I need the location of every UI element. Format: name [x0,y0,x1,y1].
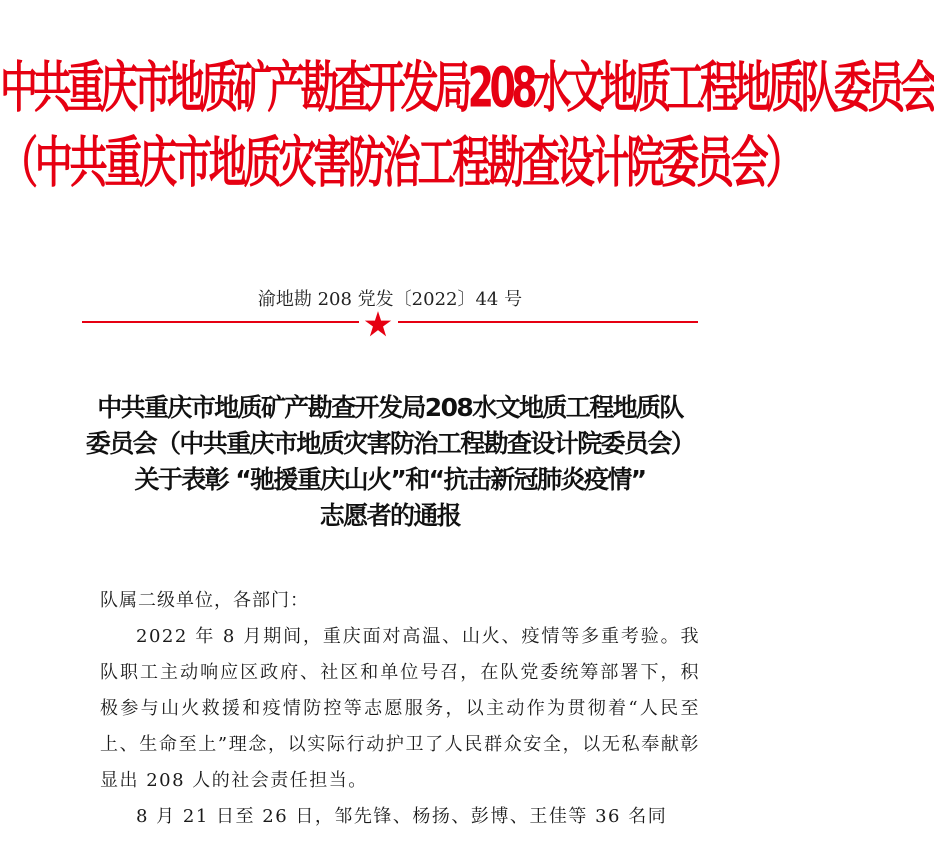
body-paragraph-1: 2022 年 8 月期间，重庆面对高温、山火、疫情等多重考验。我队职工主动响应区政府、社区和单位号召，在队党委统筹部署下，积极参与山火救援和疫情防控等志愿服务，以主动作为贯彻着“人民至上、生命至上”理念，以实际行动护卫了人民群众安全，以无私奉献彰显出 208 人的社会责任担当。 [100,626,700,791]
red-divider-left [82,321,359,323]
salutation: 队属二级单位，各部门： [100,590,309,611]
red-header-org-name: 中共重庆市地质矿产勘查开发局208水文地质工程地质队委员会 [0,55,934,120]
document-title [40,390,740,534]
body-paragraph-2: 8 月 21 日至 26 日，邹先锋、杨扬、彭博、王佳等 36 名同 [136,806,668,827]
title-line-2: 委员会（中共重庆市地质灾害防治工程勘查设计院委员会） [85,429,695,458]
red-divider-right [398,321,698,323]
document-body [100,583,700,835]
star-icon [364,310,392,338]
document-number: 渝地勘 208 党发〔2022〕44 号 [257,289,523,310]
title-line-4: 志愿者的通报 [319,501,461,530]
red-header-org-alias: （中共重庆市地质灾害防治工程勘查设计院委员会） [0,130,801,195]
title-line-1: 中共重庆市地质矿产勘查开发局208水文地质工程地质队 [97,393,683,422]
title-line-3: 关于表彰 “驰援重庆山火”和“抗击新冠肺炎疫情” [134,465,646,494]
